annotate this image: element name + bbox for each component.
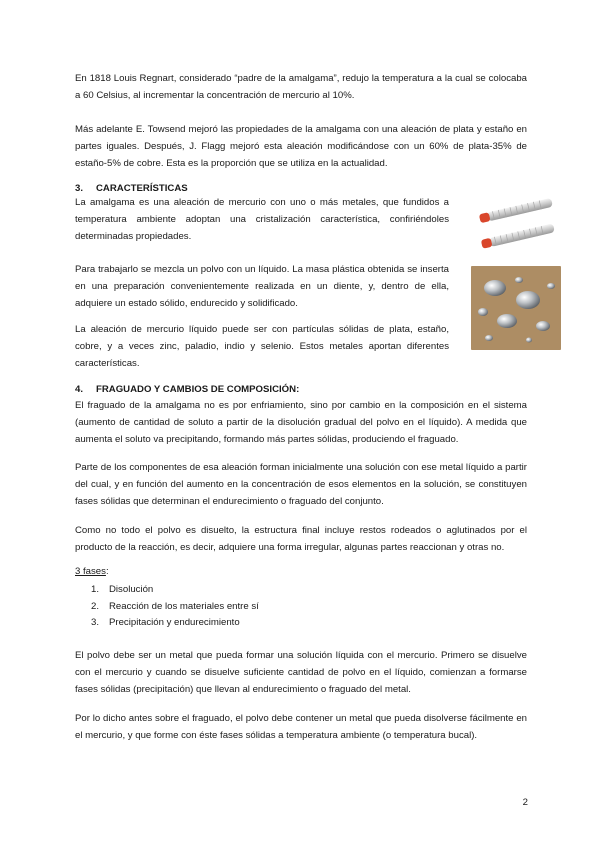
paragraph-working: Para trabajarlo se mezcla un polvo con un líquido. La masa plástica obtenida se inserta en una preparación convenientemente realizada en un diente, y, dentro de ella, adquiere un estado sólido, endurecido y solidificado. bbox=[75, 264, 449, 309]
list-item-number: 3. bbox=[91, 617, 100, 628]
section-4-heading bbox=[75, 384, 299, 395]
mercury-droplets-image bbox=[471, 266, 561, 350]
section-4-title: FRAGUADO Y CAMBIOS DE COMPOSICIÓN: bbox=[96, 384, 300, 395]
paragraph-regnart: En 1818 Louis Regnart, considerado “padre de la amalgama”, redujo la temperatura a la cual se colocaba a 60 Celsius, al incrementar la concentración de mercurio al 10%. bbox=[75, 73, 527, 101]
phases-list bbox=[91, 582, 259, 632]
paragraph-powder-dissolve: Por lo dicho antes sobre el fraguado, el polvo debe contener un metal que pueda disolverse fácilmente en el mercurio, y que forme con éste fases sólidas a temperatura ambiente (o temperatura bucal). bbox=[75, 713, 527, 741]
phases-heading-colon: : bbox=[105, 566, 109, 577]
list-item bbox=[91, 599, 259, 616]
paragraph-setting: El fraguado de la amalgama no es por enfriamiento, sino por cambio en la composición en el sistema (aumento de cantidad de soluto a partir de la disolución gradual del polvo en el líquido). A medida que aumenta el soluto va precipitando, formando más partes sólidas, produciendo el fraguado. bbox=[75, 400, 527, 445]
phases-heading bbox=[75, 566, 109, 577]
amalgam-capsules-image bbox=[471, 193, 561, 255]
list-item-number: 1. bbox=[91, 584, 100, 595]
paragraph-components: Parte de los componentes de esa aleación forman inicialmente una solución con ese metal líquido a partir del cual, y en función del aumento en la concentración de esos elementos en la solución, se constituyen fases sólidas que determinan el endurecimiento o fraguado del conjunto. bbox=[75, 462, 527, 507]
list-item-text: Precipitación y endurecimiento bbox=[109, 617, 240, 628]
section-3-number: 3. bbox=[75, 183, 84, 194]
list-item-number: 2. bbox=[91, 600, 100, 612]
section-3-title: CARACTERÍSTICAS bbox=[96, 183, 188, 194]
list-item-text: Disolución bbox=[109, 584, 154, 595]
paragraph-final-structure: Como no todo el polvo es disuelto, la estructura final incluye restos rodeados o aglutinados por el producto de la reacción, es decir, adquiere una forma irregular, algunas partes reaccionan y otras no. bbox=[75, 525, 527, 553]
page-number: 2 bbox=[522, 797, 528, 808]
paragraph-alloy-metals: La aleación de mercurio líquido puede ser con partículas sólidas de plata, estaño, cobre, y a veces zinc, paladio, indio y selenio. Estos metales aportan diferentes características. bbox=[75, 324, 449, 369]
section-4-number: 4. bbox=[75, 384, 84, 395]
section-3-heading bbox=[75, 183, 188, 194]
list-item-text: Reacción de los materiales entre sí bbox=[109, 600, 259, 612]
paragraph-towsend-flagg: Más adelante E. Towsend mejoró las propiedades de la amalgama con una aleación de plata y estaño en partes iguales. Después, J. Flagg mejoró esta aleación modificándose con un 60% de plata-35% de estaño-5% de cobre. Esta es la proporción que se utiliza en la actualidad. bbox=[75, 124, 527, 169]
paragraph-powder-metal: El polvo debe ser un metal que pueda formar una solución líquida con el mercurio. Primero se disuelve con el mercurio y cuando se disuelve suficiente cantidad de polvo en el líquido, comienzan a formarse fases sólidas (precipitación) que llevan al endurecimiento o fraguado del metal. bbox=[75, 650, 527, 695]
phases-heading-text: 3 fases bbox=[75, 566, 106, 577]
paragraph-definition: La amalgama es una aleación de mercurio con uno o más metales, que fundidos a temperatura ambiente adoptan una cristalización característica, confiriéndoles determinadas propiedades. bbox=[75, 197, 449, 242]
list-item bbox=[91, 615, 259, 632]
list-item bbox=[91, 582, 259, 599]
